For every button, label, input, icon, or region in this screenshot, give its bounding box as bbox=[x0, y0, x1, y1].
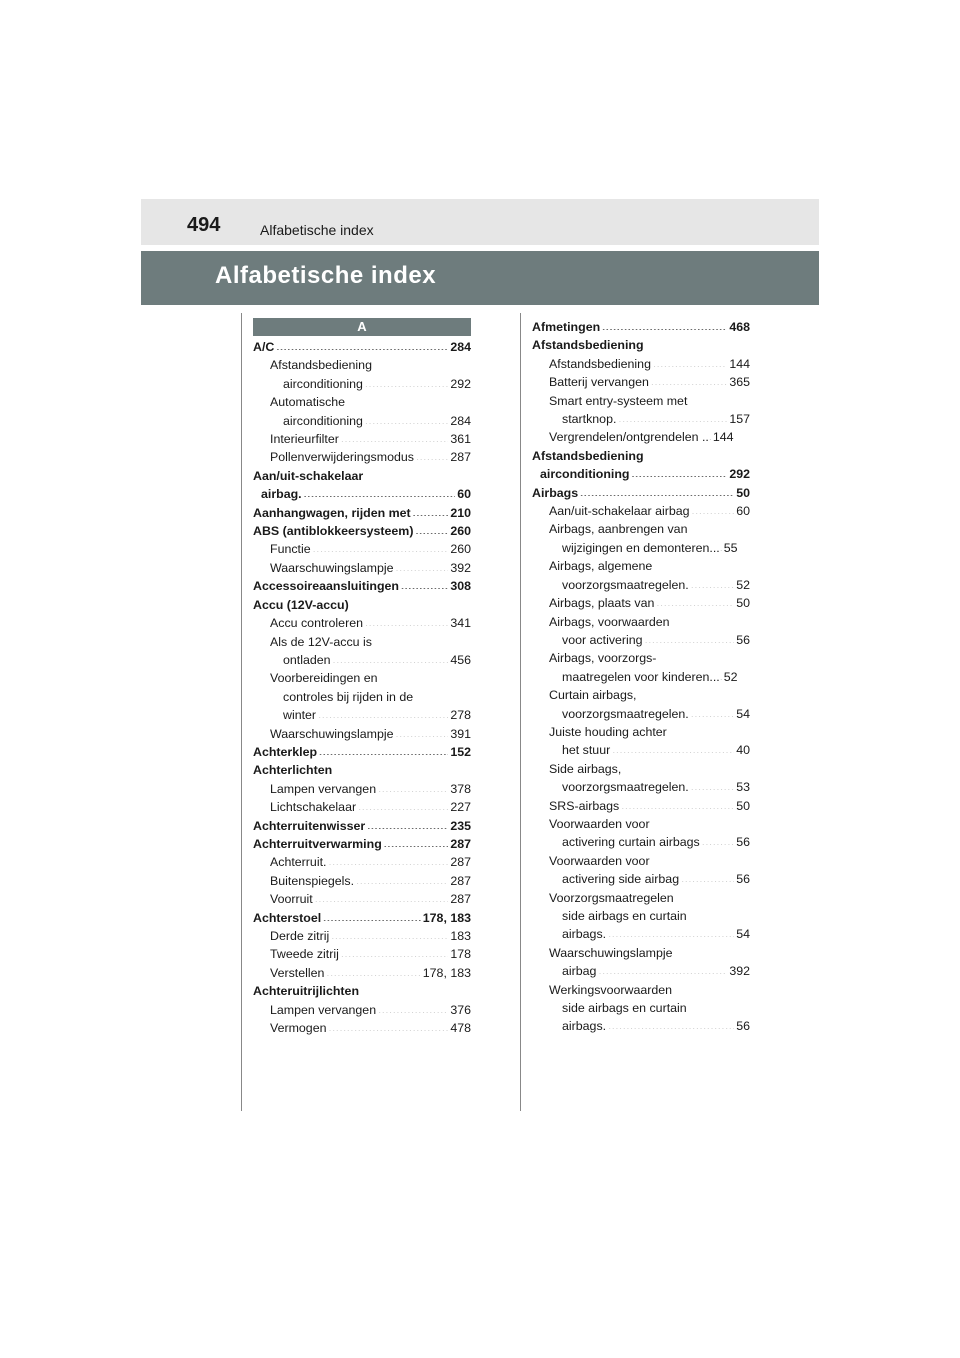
index-entry-text: airbag. bbox=[261, 487, 302, 502]
index-entry-text: Werkingsvoorwaarden bbox=[549, 982, 673, 997]
dot-leader bbox=[276, 338, 448, 350]
index-entry bbox=[532, 944, 750, 962]
index-entry bbox=[253, 412, 471, 430]
index-entry bbox=[253, 835, 471, 853]
column-divider-right bbox=[520, 313, 521, 1111]
index-entry-text: Waarschuwingslampje bbox=[270, 726, 394, 741]
index-entry-text: voorzorgsmaatregelen. bbox=[562, 577, 689, 592]
index-entry-page: 53 bbox=[736, 780, 750, 795]
index-entry-page: 183 bbox=[450, 929, 471, 943]
index-entry-text: ontladen bbox=[283, 652, 331, 667]
index-entry-text: activering curtain airbags bbox=[562, 835, 700, 850]
index-entry-text: startknop. bbox=[562, 412, 617, 427]
dot-leader bbox=[356, 872, 448, 884]
index-entry-page: 50 bbox=[736, 596, 750, 611]
dot-leader bbox=[602, 318, 727, 330]
index-entry bbox=[532, 705, 750, 723]
index-entry-page: 50 bbox=[736, 485, 750, 500]
index-entry-page: 392 bbox=[450, 560, 471, 575]
dot-leader bbox=[365, 412, 448, 424]
index-entry bbox=[532, 576, 750, 594]
index-entry-page: 361 bbox=[450, 432, 471, 447]
index-entry-text: Derde zitrij bbox=[270, 929, 330, 943]
index-entry bbox=[532, 336, 750, 354]
index-entry bbox=[253, 706, 471, 724]
index-entry-text: Voorwaarden voor bbox=[549, 816, 650, 831]
index-entry-page: 178, 183 bbox=[422, 910, 471, 925]
index-entry-text: Lampen vervangen bbox=[270, 781, 377, 796]
index-entry bbox=[532, 410, 750, 428]
index-entry-page: 284 bbox=[450, 340, 471, 354]
dot-leader bbox=[692, 502, 735, 514]
index-entry-page: 287 bbox=[450, 873, 471, 888]
index-entry bbox=[532, 962, 750, 980]
index-entry-page: 144 bbox=[729, 356, 750, 371]
page-number: 494 bbox=[187, 214, 221, 236]
index-entry-text: SRS-airbags bbox=[549, 798, 620, 813]
index-entry-page: 341 bbox=[450, 616, 471, 631]
index-entry-text: Aan/uit-schakelaar bbox=[253, 468, 364, 483]
dot-leader bbox=[651, 373, 727, 385]
index-entry-text: Smart entry-systeem met bbox=[549, 393, 688, 408]
index-entry-text: Vergrendelen/ontgrendelen .. bbox=[549, 430, 709, 445]
index-entry bbox=[253, 909, 471, 927]
index-entry-text: Airbags, plaats van bbox=[549, 596, 655, 611]
index-entry-text: Achterruitverwarming bbox=[253, 836, 382, 851]
dot-leader bbox=[396, 725, 449, 737]
index-entry-text: maatregelen voor kinderen... bbox=[562, 669, 720, 684]
dot-leader bbox=[681, 870, 734, 882]
index-entry bbox=[532, 318, 750, 336]
dot-leader bbox=[720, 539, 724, 551]
index-entry bbox=[532, 999, 750, 1017]
index-entry-text: airconditioning bbox=[283, 413, 363, 428]
index-entry-page: 54 bbox=[736, 706, 750, 721]
index-entry-text: airbags. bbox=[562, 927, 607, 942]
index-entry-text: side airbags en curtain bbox=[562, 909, 687, 923]
index-entry-page: 287 bbox=[450, 855, 471, 870]
index-entry-page: 365 bbox=[729, 375, 750, 390]
dot-leader bbox=[315, 890, 449, 902]
index-entry bbox=[532, 686, 750, 704]
index-entry-page: 292 bbox=[450, 376, 471, 391]
index-entry-text: Afstandsbediening bbox=[549, 356, 651, 371]
index-entry-text: Functie bbox=[270, 542, 311, 557]
dot-leader bbox=[378, 780, 448, 792]
index-entry-text: Afstandsbediening bbox=[532, 448, 644, 463]
index-entry-text: ABS (antiblokkeersysteem) bbox=[253, 524, 414, 539]
dot-leader bbox=[333, 651, 449, 663]
index-entry-text: Aan/uit-schakelaar airbag bbox=[549, 504, 690, 519]
index-entry-text: Aanhangwagen, rijden met bbox=[253, 505, 411, 520]
index-entry bbox=[532, 889, 750, 907]
index-entry-page: 392 bbox=[729, 964, 750, 979]
dot-leader bbox=[396, 559, 449, 571]
index-entry bbox=[532, 484, 750, 502]
dot-leader bbox=[341, 430, 448, 442]
index-entry-text: Voorbereidingen en bbox=[270, 671, 378, 686]
dot-leader bbox=[608, 925, 734, 937]
index-entry-text: Achterruit. bbox=[270, 855, 327, 870]
dot-leader bbox=[621, 797, 734, 809]
index-entry bbox=[253, 540, 471, 558]
index-entry bbox=[532, 649, 750, 667]
index-entry-text: Airbags, algemene bbox=[549, 559, 653, 574]
index-entry-page: 227 bbox=[450, 800, 471, 815]
index-entry bbox=[532, 520, 750, 538]
index-entry bbox=[532, 741, 750, 759]
column-divider-left bbox=[241, 313, 242, 1111]
index-entry bbox=[532, 447, 750, 465]
index-entry-text: Curtain airbags, bbox=[549, 688, 637, 703]
index-entry-text: Interieurfilter bbox=[270, 432, 339, 447]
index-entry bbox=[253, 430, 471, 448]
index-entry-text: Achterruitenwisser bbox=[253, 818, 366, 833]
index-entry-page: 178, 183 bbox=[422, 965, 471, 980]
index-entry-text: Afmetingen bbox=[532, 320, 601, 334]
dot-leader bbox=[415, 522, 448, 534]
dot-leader bbox=[691, 576, 734, 588]
index-entry-page: 52 bbox=[723, 669, 738, 684]
index-entry bbox=[253, 577, 471, 595]
index-entry-page: 55 bbox=[723, 540, 738, 555]
index-entry-text: Waarschuwingslampje bbox=[270, 560, 394, 575]
index-entry-text: Buitenspiegels. bbox=[270, 873, 355, 888]
index-entry-text: airbags. bbox=[562, 1019, 607, 1034]
index-entry-page: 287 bbox=[450, 450, 471, 465]
dot-leader bbox=[318, 706, 448, 718]
dot-leader bbox=[328, 853, 448, 865]
index-entry-text: het stuur bbox=[562, 743, 611, 758]
dot-leader bbox=[631, 465, 727, 477]
index-entry bbox=[253, 467, 471, 485]
running-header-title: Alfabetische index bbox=[260, 222, 374, 238]
index-entry-text: Airbags, voorzorgs- bbox=[549, 651, 657, 666]
index-entry bbox=[532, 392, 750, 410]
index-entry-page: 60 bbox=[457, 487, 471, 502]
header-band bbox=[141, 199, 819, 245]
index-entry bbox=[532, 870, 750, 888]
dot-leader bbox=[612, 741, 734, 753]
dot-leader bbox=[691, 705, 734, 717]
index-entry bbox=[253, 448, 471, 466]
index-entry bbox=[532, 852, 750, 870]
index-entry-page: 260 bbox=[450, 524, 471, 539]
index-entry bbox=[253, 504, 471, 522]
index-entry-text: airconditioning bbox=[540, 467, 630, 482]
index-entry-text: Pollenverwijderingsmodus bbox=[270, 450, 414, 465]
index-entry-page: 456 bbox=[450, 652, 471, 667]
index-entry bbox=[532, 502, 750, 520]
index-entry bbox=[253, 927, 471, 945]
dot-leader bbox=[416, 448, 448, 460]
index-entry-text: Automatische bbox=[270, 395, 346, 410]
index-entry bbox=[253, 688, 471, 706]
index-entry-text: Voorruit bbox=[270, 892, 313, 907]
index-entry-page: 478 bbox=[450, 1021, 471, 1036]
index-entry-page: 152 bbox=[450, 744, 471, 759]
index-entry-page: 278 bbox=[450, 708, 471, 723]
index-entry bbox=[253, 375, 471, 393]
index-entry bbox=[253, 743, 471, 761]
index-entry bbox=[532, 668, 750, 686]
page-title: Alfabetische index bbox=[215, 262, 437, 289]
dot-leader bbox=[367, 817, 448, 829]
index-entry-page: 40 bbox=[736, 743, 750, 758]
index-entry-page: 391 bbox=[450, 726, 471, 741]
dot-leader bbox=[691, 778, 734, 790]
index-entry-page: 52 bbox=[736, 577, 750, 592]
index-entry-text: wijzigingen en demonteren... bbox=[562, 540, 720, 555]
index-entry-text: Als de 12V-accu is bbox=[270, 634, 372, 649]
index-entry-text: Achteruitrijlichten bbox=[253, 984, 360, 999]
index-entry-page: 378 bbox=[450, 781, 471, 796]
index-entries-right bbox=[532, 318, 750, 1036]
index-entry bbox=[253, 338, 471, 356]
dot-leader bbox=[326, 964, 420, 976]
index-entry-text: Waarschuwingslampje bbox=[549, 945, 673, 960]
index-entry bbox=[253, 651, 471, 669]
index-entry-page: 468 bbox=[729, 320, 750, 334]
dot-leader bbox=[709, 428, 713, 440]
index-entry bbox=[532, 428, 750, 446]
index-entry-text: Achterlichten bbox=[253, 763, 333, 778]
index-entry-text: Accu controleren bbox=[270, 616, 363, 631]
dot-leader bbox=[341, 945, 448, 957]
index-entry bbox=[253, 780, 471, 798]
index-entry bbox=[532, 1017, 750, 1035]
index-entry-page: 292 bbox=[729, 467, 750, 482]
dot-leader bbox=[358, 798, 448, 810]
index-entry-text: activering side airbag bbox=[562, 872, 680, 887]
index-entry-text: Lampen vervangen bbox=[270, 1002, 377, 1017]
index-entry bbox=[532, 981, 750, 999]
index-entry-text: Airbags, voorwaarden bbox=[549, 614, 670, 629]
index-entry bbox=[253, 614, 471, 632]
dot-leader bbox=[720, 668, 724, 680]
index-entry-text: Side airbags, bbox=[549, 761, 622, 776]
index-entry-text: Accu (12V-accu) bbox=[253, 597, 349, 612]
index-entry-page: 287 bbox=[450, 836, 471, 851]
index-entry bbox=[253, 485, 471, 503]
index-entry bbox=[532, 815, 750, 833]
index-entry bbox=[253, 669, 471, 687]
index-entry bbox=[532, 465, 750, 483]
index-entry-text: Afstandsbediening bbox=[270, 358, 372, 373]
index-entry-page: 260 bbox=[450, 542, 471, 557]
index-entry-page: 144 bbox=[712, 430, 734, 445]
index-entry bbox=[253, 1001, 471, 1019]
index-entry bbox=[253, 964, 471, 982]
index-column-left bbox=[253, 318, 471, 1037]
index-entry bbox=[532, 373, 750, 391]
dot-leader bbox=[645, 631, 735, 643]
index-entry-text: airbag bbox=[562, 964, 597, 979]
dot-leader bbox=[598, 962, 727, 974]
dot-leader bbox=[378, 1001, 448, 1013]
index-entry-text: Voorwaarden voor bbox=[549, 853, 650, 868]
dot-leader bbox=[618, 410, 727, 422]
index-entry-text: Verstellen bbox=[270, 965, 325, 980]
dot-leader bbox=[331, 927, 448, 939]
index-entry-page: 50 bbox=[736, 798, 750, 813]
index-entry-text: Tweede zitrij bbox=[270, 947, 339, 962]
index-entry-text: Vermogen bbox=[270, 1021, 327, 1036]
index-entry bbox=[253, 633, 471, 651]
index-column-right bbox=[532, 318, 750, 1036]
dot-leader bbox=[413, 504, 449, 516]
index-entry bbox=[253, 853, 471, 871]
index-entry bbox=[532, 797, 750, 815]
dot-leader bbox=[608, 1017, 734, 1029]
dot-leader bbox=[401, 577, 448, 589]
index-entry-text: A/C bbox=[253, 340, 275, 354]
index-entry bbox=[532, 539, 750, 557]
index-entry-page: 56 bbox=[736, 872, 750, 887]
index-entry bbox=[253, 945, 471, 963]
index-entry-page: 308 bbox=[450, 579, 471, 594]
index-entry bbox=[253, 798, 471, 816]
dot-leader bbox=[328, 1019, 448, 1031]
index-entry bbox=[253, 1019, 471, 1037]
index-entry-page: 56 bbox=[736, 835, 750, 850]
index-entry bbox=[253, 817, 471, 835]
index-entry-text: Lichtschakelaar bbox=[270, 800, 357, 815]
dot-leader bbox=[304, 485, 456, 497]
dot-leader bbox=[702, 833, 734, 845]
index-entry-page: 376 bbox=[450, 1002, 471, 1017]
index-entry-text: Juiste houding achter bbox=[549, 724, 667, 739]
index-entry-page: 210 bbox=[450, 505, 471, 520]
index-entry bbox=[253, 522, 471, 540]
index-entry-page: 54 bbox=[736, 927, 750, 942]
index-entry-page: 60 bbox=[736, 504, 750, 519]
index-entry-page: 235 bbox=[450, 818, 471, 833]
index-entry-text: winter bbox=[283, 708, 317, 723]
index-entry-page: 157 bbox=[729, 412, 750, 427]
index-entry bbox=[253, 596, 471, 614]
index-entry bbox=[253, 559, 471, 577]
index-entry-page: 56 bbox=[736, 632, 750, 647]
section-letter-header: A bbox=[253, 318, 471, 336]
index-entry-text: voor activering bbox=[562, 632, 643, 647]
index-entry-text: controles bij rijden in de bbox=[283, 689, 414, 704]
index-entry bbox=[253, 982, 471, 1000]
index-entry bbox=[253, 356, 471, 374]
index-entries-left bbox=[253, 338, 471, 1037]
index-entry-text: Achterklep bbox=[253, 744, 318, 759]
index-entry-page: 56 bbox=[736, 1019, 750, 1034]
index-entry bbox=[532, 355, 750, 373]
index-entry-text: Accessoireaansluitingen bbox=[253, 579, 399, 594]
index-entry-text: Airbags, aanbrengen van bbox=[549, 522, 688, 537]
index-entry bbox=[253, 890, 471, 908]
dot-leader bbox=[365, 614, 448, 626]
index-entry-text: Batterij vervangen bbox=[549, 375, 649, 390]
index-entry bbox=[253, 393, 471, 411]
index-entry-text: Afstandsbediening bbox=[532, 338, 644, 353]
dot-leader bbox=[580, 484, 734, 496]
index-entry-page: 178 bbox=[450, 947, 471, 962]
index-entry bbox=[532, 631, 750, 649]
index-entry bbox=[532, 723, 750, 741]
dot-leader bbox=[319, 743, 448, 755]
dot-leader bbox=[323, 909, 421, 921]
index-entry bbox=[532, 760, 750, 778]
dot-leader bbox=[656, 594, 734, 606]
index-entry bbox=[532, 907, 750, 925]
index-entry-text: Voorzorgsmaatregelen bbox=[549, 890, 674, 905]
index-entry-text: Airbags bbox=[532, 485, 579, 500]
index-entry bbox=[532, 594, 750, 612]
index-entry-text: voorzorgsmaatregelen. bbox=[562, 780, 689, 795]
dot-leader bbox=[313, 540, 449, 552]
index-entry bbox=[253, 761, 471, 779]
index-entry bbox=[532, 925, 750, 943]
index-entry bbox=[532, 778, 750, 796]
index-entry bbox=[532, 557, 750, 575]
index-entry-page: 284 bbox=[450, 413, 471, 428]
index-entry bbox=[253, 872, 471, 890]
dot-leader bbox=[384, 835, 449, 847]
index-entry-text: voorzorgsmaatregelen. bbox=[562, 706, 689, 721]
dot-leader bbox=[653, 355, 727, 367]
index-entry-text: Achterstoel bbox=[253, 910, 322, 925]
index-entry-page: 287 bbox=[450, 892, 471, 907]
dot-leader bbox=[365, 375, 448, 387]
index-entry-text: airconditioning bbox=[283, 376, 363, 391]
index-entry bbox=[532, 833, 750, 851]
index-entry bbox=[532, 613, 750, 631]
index-entry-text: side airbags en curtain bbox=[562, 1001, 687, 1016]
index-entry bbox=[253, 725, 471, 743]
